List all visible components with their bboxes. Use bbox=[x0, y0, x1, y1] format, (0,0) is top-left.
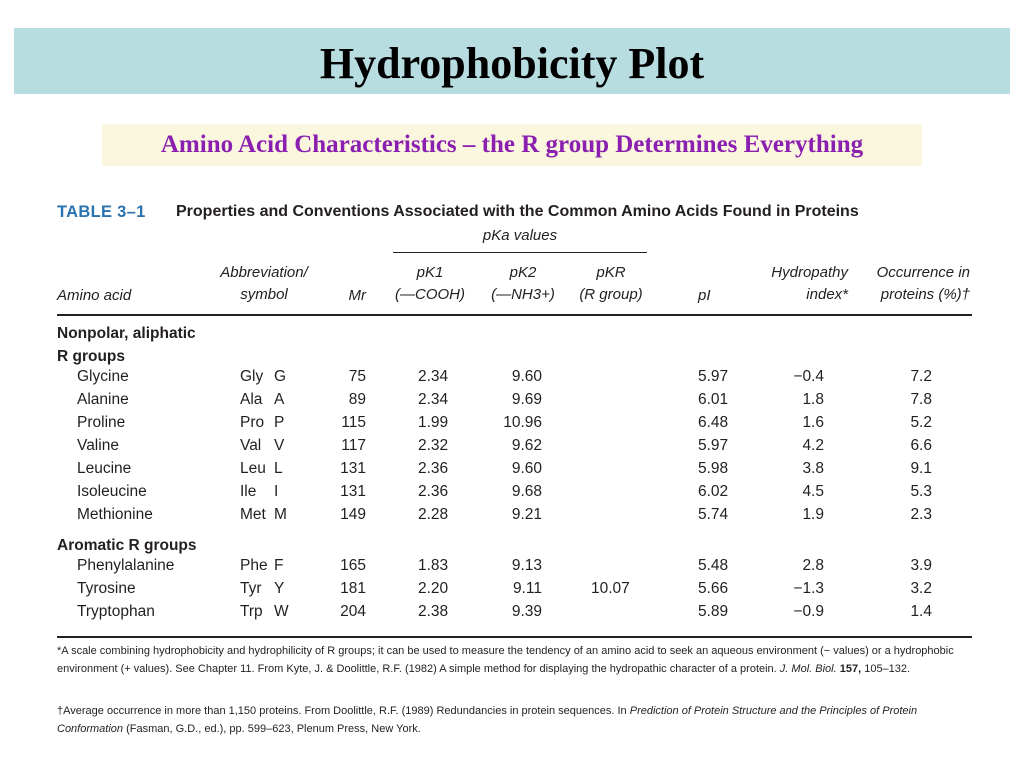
pka-group-label bbox=[393, 227, 647, 244]
cell-name: Leucine bbox=[77, 460, 132, 477]
header-pk2-line2: (—NH3+) bbox=[491, 286, 555, 303]
cell-symbol: G bbox=[274, 368, 287, 385]
footnote-pages: 105–132. bbox=[864, 663, 911, 675]
cell-name: Alanine bbox=[77, 391, 129, 408]
table-row bbox=[0, 603, 1024, 626]
cell-pk1: 2.20 bbox=[418, 580, 449, 597]
footnote-volume: 157, bbox=[839, 663, 862, 675]
table-number: TABLE 3–1 bbox=[57, 203, 146, 221]
footnote-hydropathy-text: *A scale combining hydrophobicity and hydrophilicity of R groups; it can be used to measure the tendency of an amino acid to seek an aqueous environment (− values) or a hydrophobic environment (+ values). See Chapter 11. From Kyte, J. & Doolittle, R.F. (1982) A simple method for displaying the hydropathic character of a protein. bbox=[57, 645, 954, 675]
cell-symbol: A bbox=[274, 391, 285, 408]
header-hydropathy-line2: index* bbox=[806, 286, 848, 303]
header-hydropathy-line1: Hydropathy bbox=[771, 264, 848, 281]
cell-abbr: Val bbox=[240, 437, 262, 454]
cell-occurrence: 6.6 bbox=[910, 437, 932, 454]
header-amino-acid: Amino acid bbox=[57, 287, 132, 304]
cell-hydropathy: −1.3 bbox=[793, 580, 824, 597]
header-occurrence-line2: proteins (%)† bbox=[880, 286, 970, 303]
cell-pkr: 10.07 bbox=[591, 580, 630, 597]
cell-name: Proline bbox=[77, 414, 126, 431]
cell-pk2: 9.60 bbox=[511, 368, 542, 385]
cell-pk2: 10.96 bbox=[503, 414, 542, 431]
cell-hydropathy: 2.8 bbox=[802, 557, 824, 574]
cell-pi: 5.97 bbox=[698, 368, 729, 385]
cell-pi: 6.02 bbox=[698, 483, 729, 500]
cell-name: Isoleucine bbox=[77, 483, 147, 500]
cell-occurrence: 7.8 bbox=[910, 391, 932, 408]
cell-occurrence: 7.2 bbox=[910, 368, 932, 385]
cell-pi: 5.97 bbox=[698, 437, 729, 454]
table-header-rule bbox=[57, 314, 972, 316]
cell-hydropathy: 3.8 bbox=[802, 460, 824, 477]
cell-pi: 6.01 bbox=[698, 391, 729, 408]
table-row bbox=[0, 506, 1024, 529]
header-pk1 bbox=[385, 262, 475, 306]
header-pk2-line1: pK2 bbox=[509, 264, 537, 281]
cell-pk2: 9.68 bbox=[511, 483, 542, 500]
cell-symbol: V bbox=[274, 437, 285, 454]
footnote-occurrence-text: †Average occurrence in more than 1,150 proteins. From Doolittle, R.F. (1989) Redundancies in protein sequences. In bbox=[57, 705, 627, 717]
cell-mr: 149 bbox=[340, 506, 366, 523]
footnote-publisher: (Fasman, G.D., ed.), pp. 599–623, Plenum Press, New York. bbox=[126, 723, 421, 735]
cell-pk2: 9.21 bbox=[511, 506, 542, 523]
footnote-hydropathy bbox=[57, 642, 972, 678]
table-row bbox=[0, 368, 1024, 391]
cell-name: Phenylalanine bbox=[77, 557, 175, 574]
cell-abbr: Pro bbox=[240, 414, 265, 431]
table-row bbox=[0, 460, 1024, 483]
pka-group-rule bbox=[393, 252, 647, 253]
footnote-journal: J. Mol. Biol. bbox=[779, 663, 837, 675]
cell-hydropathy: −0.9 bbox=[793, 603, 824, 620]
header-abbreviation-line1: Abbreviation/ bbox=[220, 264, 308, 281]
cell-occurrence: 5.3 bbox=[910, 483, 932, 500]
cell-pk2: 9.62 bbox=[511, 437, 542, 454]
cell-hydropathy: 1.9 bbox=[802, 506, 824, 523]
cell-mr: 165 bbox=[340, 557, 366, 574]
cell-abbr: Ala bbox=[240, 391, 263, 408]
header-occurrence bbox=[852, 262, 970, 306]
cell-occurrence: 1.4 bbox=[910, 603, 932, 620]
section-label-aromatic bbox=[57, 534, 197, 557]
cell-pk2: 9.11 bbox=[512, 580, 542, 597]
cell-pk1: 2.36 bbox=[418, 483, 449, 500]
cell-mr: 117 bbox=[341, 437, 366, 454]
cell-pi: 5.48 bbox=[698, 557, 729, 574]
cell-symbol: P bbox=[274, 414, 285, 431]
header-mr: Mr bbox=[348, 287, 366, 304]
cell-abbr: Tyr bbox=[240, 580, 262, 597]
cell-symbol: M bbox=[274, 506, 287, 523]
cell-pk1: 2.34 bbox=[418, 391, 449, 408]
title-band bbox=[14, 28, 1010, 94]
cell-occurrence: 3.9 bbox=[910, 557, 932, 574]
pka-group-text: pKa values bbox=[482, 227, 558, 244]
cell-pi: 5.89 bbox=[698, 603, 729, 620]
cell-pk2: 9.60 bbox=[511, 460, 542, 477]
cell-occurrence: 5.2 bbox=[910, 414, 932, 431]
cell-occurrence: 2.3 bbox=[910, 506, 932, 523]
slide-title: Hydrophobicity Plot bbox=[319, 39, 705, 88]
table-bottom-rule bbox=[57, 636, 972, 638]
cell-hydropathy: 1.6 bbox=[802, 414, 824, 431]
header-pkr-line1: pKR bbox=[596, 264, 626, 281]
cell-symbol: I bbox=[274, 483, 279, 500]
cell-pi: 5.66 bbox=[698, 580, 729, 597]
section-label-nonpolar bbox=[57, 322, 196, 368]
cell-mr: 131 bbox=[340, 483, 366, 500]
cell-name: Valine bbox=[77, 437, 119, 454]
cell-name: Methionine bbox=[77, 506, 153, 523]
cell-occurrence: 3.2 bbox=[910, 580, 932, 597]
cell-hydropathy: 4.2 bbox=[802, 437, 824, 454]
cell-pk1: 1.83 bbox=[418, 557, 449, 574]
cell-pk1: 2.38 bbox=[418, 603, 449, 620]
cell-abbr: Trp bbox=[240, 603, 263, 620]
section-label-line2: R groups bbox=[57, 348, 126, 365]
slide-subtitle: Amino Acid Characteristics – the R group Determines Everything bbox=[160, 131, 864, 158]
cell-mr: 115 bbox=[341, 414, 366, 431]
table-caption: Properties and Conventions Associated with the Common Amino Acids Found in Proteins bbox=[176, 203, 859, 220]
cell-hydropathy: −0.4 bbox=[793, 368, 824, 385]
section-label-line1: Aromatic R groups bbox=[57, 537, 197, 554]
cell-symbol: L bbox=[274, 460, 283, 477]
subtitle-box bbox=[102, 124, 922, 166]
header-occurrence-line1: Occurrence in bbox=[876, 264, 970, 281]
footnote-book-title: Prediction of Protein Structure and the Principles of Protein Conformation bbox=[57, 705, 918, 735]
cell-pi: 6.48 bbox=[698, 414, 729, 431]
cell-mr: 131 bbox=[340, 460, 366, 477]
table-row bbox=[0, 391, 1024, 414]
cell-mr: 89 bbox=[348, 391, 366, 408]
table-row bbox=[0, 483, 1024, 506]
cell-name: Tryptophan bbox=[77, 603, 155, 620]
header-abbreviation bbox=[214, 262, 314, 306]
cell-pi: 5.98 bbox=[698, 460, 729, 477]
cell-hydropathy: 1.8 bbox=[802, 391, 824, 408]
header-abbreviation-line2: symbol bbox=[240, 286, 288, 303]
header-pk1-line1: pK1 bbox=[416, 264, 444, 281]
cell-pk1: 2.28 bbox=[418, 506, 449, 523]
cell-name: Tyrosine bbox=[77, 580, 136, 597]
cell-pk1: 2.34 bbox=[418, 368, 449, 385]
cell-symbol: Y bbox=[274, 580, 285, 597]
cell-mr: 75 bbox=[348, 368, 366, 385]
cell-pk2: 9.69 bbox=[511, 391, 542, 408]
header-pkr-line2: (R group) bbox=[579, 286, 643, 303]
cell-pk1: 2.32 bbox=[418, 437, 449, 454]
cell-pk1: 1.99 bbox=[418, 414, 449, 431]
cell-pk2: 9.39 bbox=[511, 603, 542, 620]
cell-abbr: Met bbox=[240, 506, 266, 523]
section-label-line1: Nonpolar, aliphatic bbox=[57, 325, 196, 342]
cell-abbr: Phe bbox=[240, 557, 268, 574]
cell-abbr: Ile bbox=[240, 483, 257, 500]
cell-pi: 5.74 bbox=[698, 506, 729, 523]
header-pkr bbox=[566, 262, 656, 306]
table-row bbox=[0, 557, 1024, 580]
table-row bbox=[0, 437, 1024, 460]
cell-pk2: 9.13 bbox=[511, 557, 542, 574]
header-pk1-line2: (—COOH) bbox=[395, 286, 465, 303]
cell-abbr: Leu bbox=[240, 460, 266, 477]
cell-abbr: Gly bbox=[240, 368, 264, 385]
table-row bbox=[0, 414, 1024, 437]
header-hydropathy bbox=[740, 262, 848, 306]
cell-mr: 181 bbox=[340, 580, 366, 597]
cell-pk1: 2.36 bbox=[418, 460, 449, 477]
table-row bbox=[0, 580, 1024, 603]
footnote-occurrence bbox=[57, 702, 972, 738]
cell-hydropathy: 4.5 bbox=[802, 483, 824, 500]
header-pi: pI bbox=[698, 287, 711, 304]
cell-mr: 204 bbox=[340, 603, 366, 620]
cell-name: Glycine bbox=[77, 368, 129, 385]
header-pk2 bbox=[478, 262, 568, 306]
cell-symbol: F bbox=[274, 557, 284, 574]
cell-occurrence: 9.1 bbox=[910, 460, 932, 477]
cell-symbol: W bbox=[274, 603, 289, 620]
